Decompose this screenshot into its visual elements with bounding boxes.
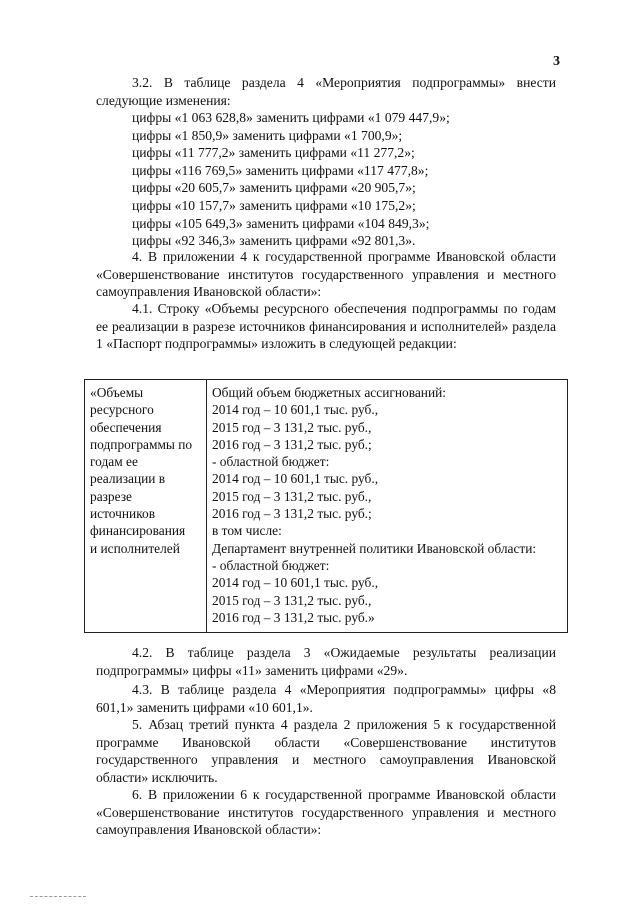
page-number: 3 (553, 54, 560, 69)
value-line: 2015 год – 3 131,2 тыс. руб., (212, 592, 372, 608)
name-line: финансирования (90, 523, 186, 539)
value-line: 2015 год – 3 131,2 тыс. руб., (212, 419, 372, 435)
paragraph-6: 6. В приложении 6 к государственной программе Ивановской области «Совершенствование институтов государственного управления и местного самоуправления Ивановской области»: (96, 787, 556, 838)
change-item: цифры «92 346,3» заменить цифрами «92 801,3». (132, 233, 416, 249)
table-row (85, 380, 568, 633)
paragraph-4-1: 4.1. Строку «Объемы ресурсного обеспечения подпрограммы по годам ее реализации в разрезе источников финансирования и исполнителей» раздела 1 «Паспорт подпрограммы» изложить в следующей редакции: (96, 301, 556, 352)
value-line: - областной бюджет: (212, 454, 330, 470)
value-line: 2016 год – 3 131,2 тыс. руб.» (212, 609, 375, 625)
name-line: «Объемы (90, 385, 144, 400)
name-line: годам ее (90, 454, 138, 470)
name-line: реализации в (90, 471, 166, 487)
value-line: 2014 год – 10 601,1 тыс. руб., (212, 471, 379, 487)
name-line: и исполнителей (90, 540, 180, 556)
value-line: 2015 год – 3 131,2 тыс. руб., (212, 488, 372, 504)
passport-table (84, 379, 568, 633)
name-line: разрезе (90, 488, 132, 504)
change-item: цифры «105 649,3» заменить цифрами «104 849,3»; (132, 215, 430, 231)
paragraph-4-2: 4.2. В таблице раздела 3 «Ожидаемые результаты реализации подпрограммы» цифры «11» заменить цифрами «29». (96, 645, 556, 678)
value-line: - областной бюджет: (212, 557, 330, 573)
row-name-cell (85, 380, 207, 633)
change-item: цифры «11 777,2» заменить цифрами «11 277,2»; (132, 145, 415, 161)
row-value-cell (207, 380, 568, 633)
change-item: цифры «10 157,7» заменить цифрами «10 175,2»; (132, 197, 416, 213)
value-line: 2014 год – 10 601,1 тыс. руб., (212, 575, 379, 591)
name-line: подпрограммы по (90, 436, 193, 452)
changes-list (132, 109, 450, 250)
name-line: ресурсного (90, 402, 154, 418)
paragraph-4-3: 4.3. В таблице раздела 4 «Мероприятия подпрограммы» цифры «8 601,1» заменить цифрами «10 601,1». (96, 682, 556, 715)
value-line: Общий объем бюджетных ассигнований: (212, 385, 447, 400)
change-item: цифры «1 063 628,8» заменить цифрами «1 079 447,9»; (132, 110, 450, 125)
paragraph-3-2: 3.2. В таблице раздела 4 «Мероприятия подпрограммы» внести следующие изменения: (96, 75, 556, 108)
change-item: цифры «1 850,9» заменить цифрами «1 700,9»; (132, 127, 403, 143)
value-line: 2016 год – 3 131,2 тыс. руб.; (212, 436, 372, 452)
name-line: обеспечения (90, 419, 162, 435)
value-line: 2014 год – 10 601,1 тыс. руб., (212, 402, 379, 418)
name-line: источников (90, 506, 156, 522)
paragraph-4: 4. В приложении 4 к государственной программе Ивановской области «Совершенствование институтов государственного управления и местного самоуправления Ивановской области»: (96, 249, 556, 300)
change-item: цифры «116 769,5» заменить цифрами «117 477,8»; (132, 162, 429, 178)
paragraph-5: 5. Абзац третий пункта 4 раздела 2 приложения 5 к государственной программе Ивановской области «Совершенствование институтов государственного управления и местного самоуправления Ивановской области» исключить. (96, 717, 556, 785)
change-item: цифры «20 605,7» заменить цифрами «20 905,7»; (132, 180, 416, 196)
footer-mark (30, 896, 86, 898)
value-line: в том числе: (212, 523, 282, 539)
value-line: Департамент внутренней политики Ивановской области: (212, 540, 537, 556)
value-line: 2016 год – 3 131,2 тыс. руб.; (212, 506, 372, 522)
